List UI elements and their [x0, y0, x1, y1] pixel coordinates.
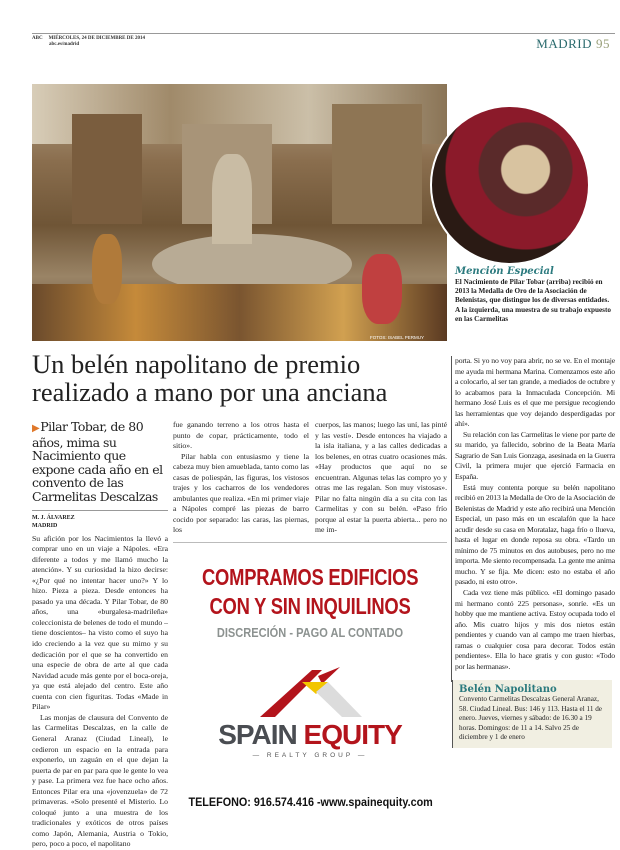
- body-column-1: [32, 534, 168, 850]
- body-column-3: [315, 420, 447, 536]
- ad-brand-sub: — REALTY GROUP —: [252, 752, 368, 760]
- paragraph: Pilar habla con entusiasmo y tiene la cabeza muy bien amueblada, tanto como las casas de poliespán, las figuras, los vistosos trajes y los cacharros de los vendedores ambulantes que realiza. «En mi primer viaje a Nápoles compré las piezas de barro cocido por separado: las caras, las piernas, los: [173, 451, 309, 535]
- brand-spain: SPAIN: [218, 719, 297, 751]
- body-column-2: [173, 420, 309, 536]
- arrow-icon: ▶: [32, 423, 40, 434]
- paragraph: fue ganando terreno a los otros hasta el punto de copar, prácticamente, todo el sitio».: [173, 420, 309, 451]
- paragraph: Su relación con las Carmelitas le viene por parte de su marido, ya fallecido, sobrino de la Beata María Sagrario de San Luis Gonzaga, asesinada en la Guerra Civil, la primera mujer que ejerció Farmacia en España.: [455, 429, 615, 482]
- page-number: 95: [596, 36, 610, 51]
- photo-caption: [455, 266, 615, 324]
- ad-tagline: DISCRECIÓN - PAGO AL CONTADO: [216, 625, 404, 641]
- info-box: [452, 680, 612, 748]
- advertisement[interactable]: [175, 563, 445, 819]
- ad-contact: TELEFONO: 916.574.416 -www.spainequity.com: [188, 795, 433, 810]
- info-title: Belén Napolitano: [459, 684, 557, 696]
- middle-section: [173, 420, 447, 819]
- paragraph: Su afición por los Nacimientos la llevó a comprar uno en un viaje a Nápoles. «Era diferente a todos y me llamó mucho la atención». Y su curiosidad la hizo decirse: «¿Por qué no intentar hacer uno?» Y lo hizo. Pieza a pieza. Desde entonces ha pasado ya una década. Y Pilar Tobar, de 80 años, una «burgalesa-madrileña» coleccionista de belenes de todo el mundo –tiene doscientos– ha visto como el suyo ha ido creciendo a la vez que su mimo y su dedicación por el que se ha convertido en una especie de obra de arte al que cada Navidad acude más gente por el boca-oreja, ya que está alejado del centro. Este año cuenta con cien figuritas. Todas «Made in Pilar»: [32, 533, 168, 712]
- left-column: [32, 420, 168, 850]
- ad-headline-2: CON Y SIN INQUILINOS: [209, 593, 411, 620]
- photo-credit: FOTOS: ISABEL PERMUY: [370, 335, 425, 340]
- section-name: MADRID: [536, 36, 592, 51]
- section-header: [536, 36, 610, 52]
- ad-rule: [173, 542, 447, 543]
- column-divider: [451, 356, 452, 682]
- header-brand: ABC: [32, 36, 43, 41]
- header-url: abc.es/madrid: [49, 42, 80, 47]
- info-text: Convento Carmelitas Descalzas General Aranaz, 58. Ciudad Lineal. Bus: 146 y 113. Hasta el 11 de enero. Jueves, viernes y sábado: de 16.30 a 19 horas. Domingos: de 11 a 14. Salvo 25 de diciembre y 1 de enero: [459, 695, 602, 742]
- paragraph: Las monjas de clausura del Convento de las Carmelitas Descalzas, en la calle de General Aranaz (Ciudad Lineal), le cedieron un espacio en la entrada para exponerlo, un zaguán en el que dejan la puerta de par en par para que le gente lo vea y pase. La primera vez fue hace ocho años. Entonces Pilar era una «jovenzuela» de 72 primaveras. «Solo presenté el Misterio. Lo coloqué junto a una muestra de los tradicionales y exóticos de otros países como Japón, Alemania, Austria o Tokio, pero, poco a poco, el napolitano: [32, 712, 168, 849]
- subheadline: [32, 420, 168, 504]
- caption-title: Mención Especial: [455, 266, 554, 277]
- header-date: MIÉRCOLES, 24 DE DICIEMBRE DE 2014: [48, 36, 145, 41]
- body-column-4: [455, 356, 615, 672]
- location: MADRID: [32, 522, 58, 529]
- byline: [32, 514, 168, 530]
- subheadline-text: Pilar Tobar, de 80 años, mima su Nacimiento que expone cada año en el convento de las Carmelitas Descalzas: [32, 419, 163, 504]
- nativity-photo: [32, 84, 447, 341]
- headline: Un belén napolitano de premio realizado a mano por una anciana: [32, 349, 388, 407]
- header-dateline: [32, 36, 145, 48]
- author: M. J. ÁLVAREZ: [32, 514, 75, 521]
- portrait-photo: [430, 105, 590, 265]
- right-column: [455, 356, 615, 748]
- caption-text: El Nacimiento de Pilar Tobar (arriba) recibió en 2013 la Medalla de Oro de la Asociación de Belenistas, que distingue los de diversas entidades. A la izquierda, una muestra de su trabajo expuesto en las Carmelitas: [455, 278, 611, 323]
- brand-equity: EQUITY: [303, 719, 402, 751]
- paragraph: Está muy contenta porque su belén napolitano recibió en 2013 la Medalla de Oro de la Asociación de Belenistas de Madrid y este año recibirá una Mención Especial, un paso más en un escalafón que la hace acudir desde su casa en Moratalaz, haga frío o llueva, hasta el lugar en donde reposa su obra. «Tardo un mínimo de 75 minutos en dos autobuses, pero no me importa. Me siento recompensada. La gente me anima mucho. Y se fija. Me dicen: esto no estaba el año pasado, ni esto otro».: [455, 482, 615, 587]
- ad-brand: [175, 719, 445, 751]
- paragraph: cuerpos, las manos; luego las uní, las pinté y las vestí». Desde entonces ha viajado a la isla italiana, y a las calles dedicadas a los belenes, en otras cuatro ocasiones más. «Hay productos que aquí no se encuentran. Algunas telas las compro yo y otras me las regalan. Son muy vistosas». Pilar no falta ningún día a su cita con las Carmelitas y con su belén. «Paso frío porque al estar la puerta abierta... pero no me im-: [315, 420, 447, 535]
- byline-rule: [32, 510, 168, 511]
- ad-headline-1: COMPRAMOS EDIFICIOS: [202, 564, 419, 591]
- spain-equity-logo-icon: [250, 662, 370, 717]
- paragraph: porta. Si yo no voy para abrir, no se ve. En el montaje me ayuda mi hermana Marina. Comenzamos este año a colocarlo, al ser tan grande, a mediados de octubre y lo acabamos para la Inmaculada Concepción. Mi hermano José Luis es el que me persigue recogiendo las herramientas que voy dejando desperdigadas por ahí».: [455, 356, 615, 429]
- header-rule: [32, 33, 615, 34]
- paragraph: Cada vez tiene más público. «El domingo pasado mi hermano contó 225 personas», sonríe. «Es un hobby que me mantiene activa. Estoy ocupada todo el año. Mis cuatro hijos y mis dos nietos están pendientes y cuando van al campo me traen hierbas, ramas o cualquier cosa para decorar. Todos están pendientes». Ella lo hace gratis y con gusto: «Todo por las hermanas».: [455, 588, 615, 671]
